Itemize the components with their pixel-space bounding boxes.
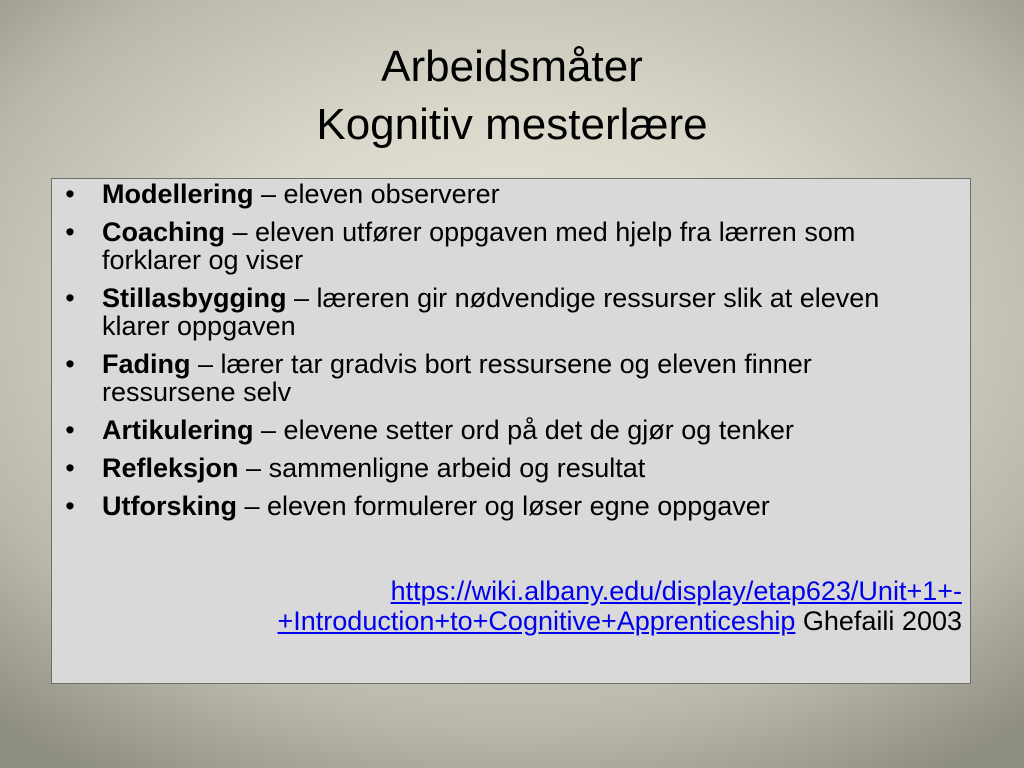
bullet-term: Stillasbygging bbox=[102, 283, 287, 313]
bullet-icon: • bbox=[65, 349, 75, 379]
content-box bbox=[51, 178, 971, 684]
bullet-icon: • bbox=[65, 491, 75, 521]
bullet-term: Utforsking bbox=[102, 491, 237, 521]
bullet-text: – eleven observerer bbox=[253, 179, 500, 209]
list-item bbox=[60, 454, 940, 482]
bullet-text: – eleven formulerer og løser egne oppgaver bbox=[237, 491, 770, 521]
bullet-text: – lærer tar gradvis bort ressursene og eleven finner ressursene selv bbox=[102, 349, 812, 407]
bullet-term: Artikulering bbox=[102, 415, 254, 445]
bullet-term: Refleksjon bbox=[102, 453, 239, 483]
bullet-list bbox=[60, 180, 940, 530]
bullet-term: Coaching bbox=[102, 217, 226, 247]
list-item bbox=[60, 492, 940, 520]
bullet-icon: • bbox=[65, 453, 75, 483]
bullet-term: Modellering bbox=[102, 179, 254, 209]
title-line-1: Arbeidsmåter bbox=[381, 42, 643, 91]
title-line-2: Kognitiv mesterlære bbox=[316, 100, 708, 149]
list-item bbox=[60, 416, 940, 444]
bullet-text: – elevene setter ord på det de gjør og tenker bbox=[253, 415, 794, 445]
bullet-icon: • bbox=[65, 415, 75, 445]
bullet-text: – sammenligne arbeid og resultat bbox=[238, 453, 646, 483]
reference-link[interactable]: https://wiki.albany.edu/display/etap623/Unit+1+-+Introduction+to+Cognitive+Apprenticeship bbox=[277, 576, 962, 636]
bullet-icon: • bbox=[65, 179, 75, 209]
list-item bbox=[60, 180, 940, 208]
bullet-icon: • bbox=[65, 217, 75, 247]
list-item bbox=[60, 284, 940, 340]
bullet-text: – læreren gir nødvendige ressurser slik at eleven klarer oppgaven bbox=[102, 283, 880, 341]
reference-citation bbox=[82, 576, 962, 636]
slide-title bbox=[0, 38, 1024, 154]
bullet-icon: • bbox=[65, 283, 75, 313]
list-item bbox=[60, 218, 940, 274]
reference-author: Ghefaili 2003 bbox=[795, 606, 962, 636]
bullet-term: Fading bbox=[102, 349, 191, 379]
bullet-text: – eleven utfører oppgaven med hjelp fra lærren som forklarer og viser bbox=[102, 217, 856, 275]
list-item bbox=[60, 350, 940, 406]
